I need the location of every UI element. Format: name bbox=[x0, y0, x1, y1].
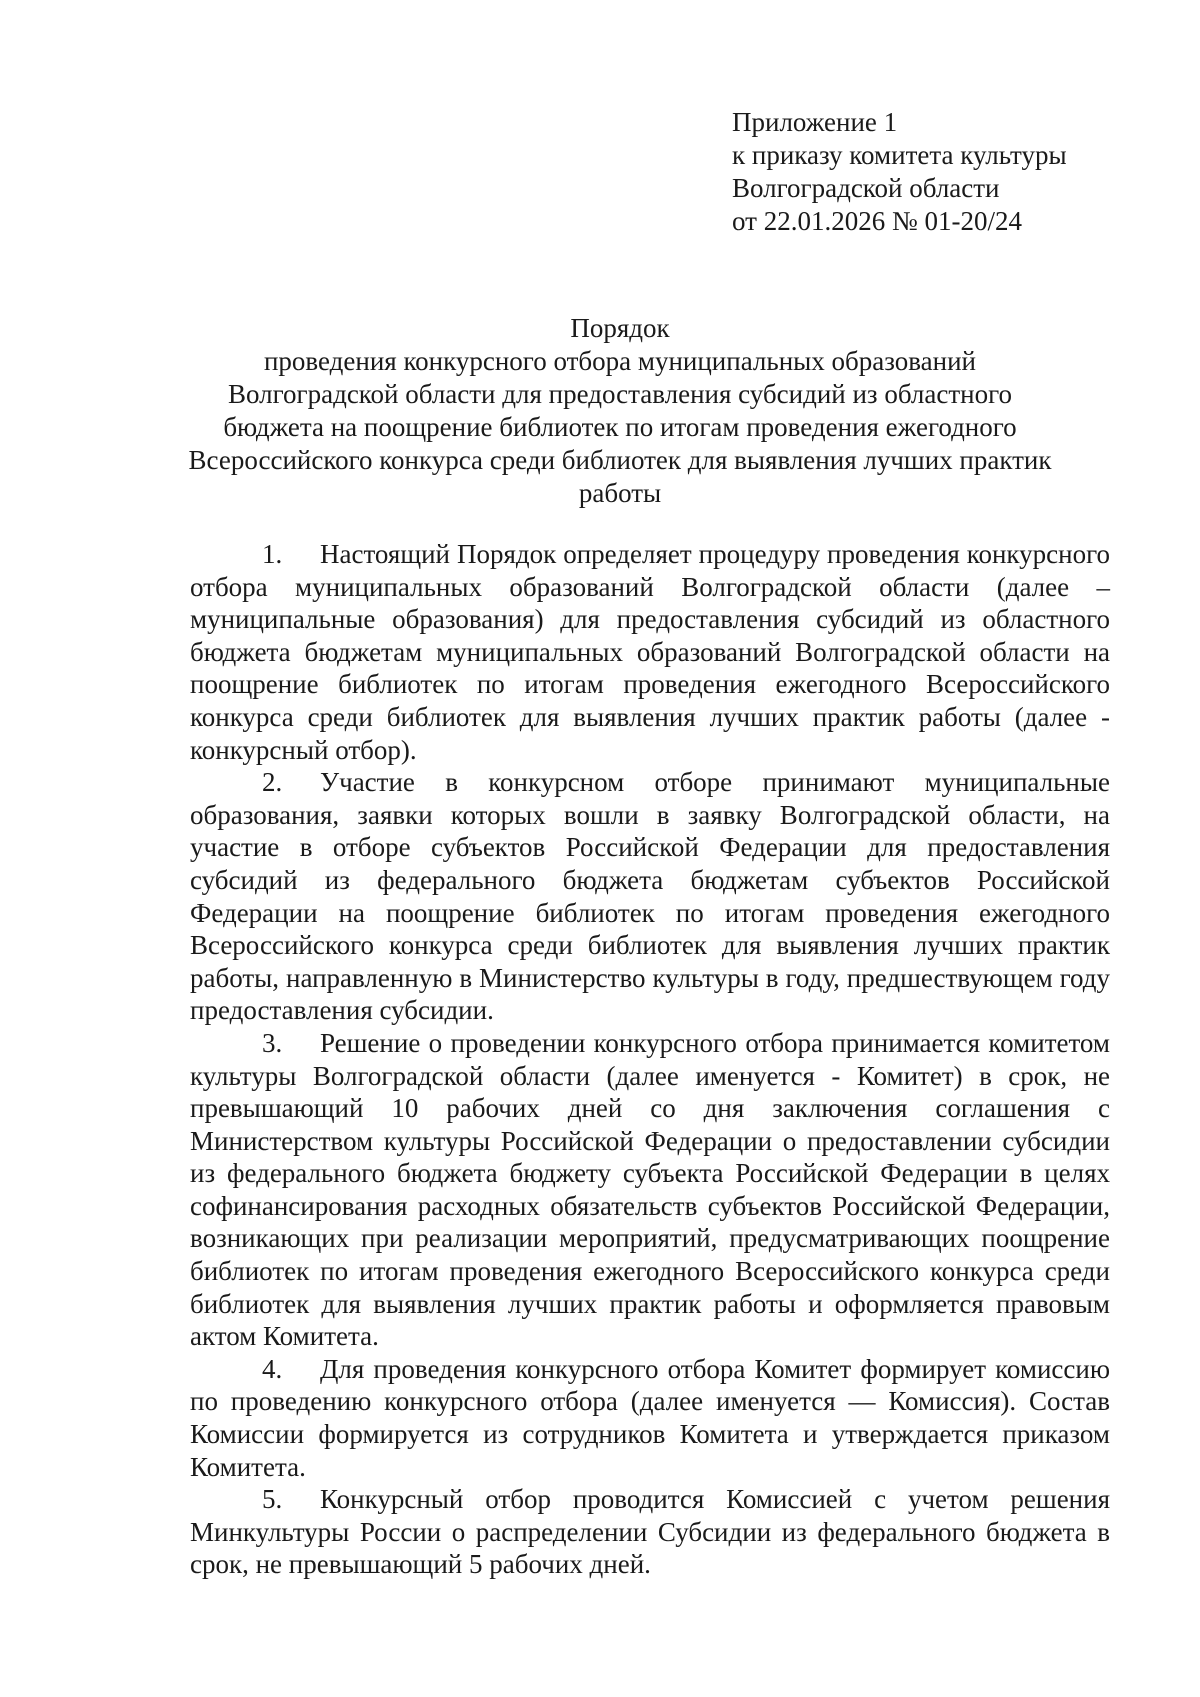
paragraph-number: 4. bbox=[262, 1353, 283, 1384]
paragraph-3 bbox=[190, 1027, 1110, 1353]
paragraph-1 bbox=[190, 538, 1110, 766]
appendix-line-2: к приказу комитета культуры bbox=[732, 140, 1067, 170]
paragraph-5 bbox=[190, 1483, 1110, 1581]
paragraph-number: 2. bbox=[262, 767, 283, 798]
paragraph-2 bbox=[190, 766, 1110, 1027]
appendix-block bbox=[732, 106, 1067, 238]
document-title bbox=[180, 312, 1060, 510]
paragraph-number: 1. bbox=[262, 539, 283, 569]
paragraph-text: Настоящий Порядок определяет процедуру проведения конкурсного отбора муниципальных образований Волгоградской области (далее – муниципальные образования) для предоставления субсидий из областного бюджета бюджетам муниципальных образований Волгоградской области на поощрение библиотек по итогам проведения ежегодного Всероссийского конкурса среди библиотек для выявления лучших практик работы (далее - конкурсный отбор). bbox=[190, 539, 1110, 765]
appendix-line-1: Приложение 1 bbox=[732, 107, 898, 137]
appendix-line-3: Волгоградской области bbox=[732, 173, 1000, 203]
title-heading: Порядок bbox=[570, 313, 670, 343]
paragraph-text: Конкурсный отбор проводится Комиссией с учетом решения Минкультуры России о распределении Субсидии из федерального бюджета в срок, не превышающий 5 рабочих дней. bbox=[190, 1484, 1110, 1580]
paragraph-4 bbox=[190, 1353, 1110, 1483]
appendix-line-4: от 22.01.2026 № 01-20/24 bbox=[732, 206, 1022, 236]
paragraph-number: 3. bbox=[262, 1027, 283, 1058]
title-subtitle: проведения конкурсного отбора муниципальных образований Волгоградской области для предоставления субсидий из областного бюджета на поощрение библиотек по итогам проведения ежегодного Всероссийского конкурса среди библиотек для выявления лучших практик работы bbox=[188, 346, 1052, 508]
paragraph-text: Участие в конкурсном отборе принимают муниципальные образования, заявки которых вошли в заявку Волгоградской области, на участие в отборе субъектов Российской Федерации для предоставления субсидий из федерального бюджета бюджетам субъектов Российской Федерации на поощрение библиотек по итогам проведения ежегодного Всероссийского конкурса среди библиотек для выявления лучших практик работы, направленную в Министерство культуры в году, предшествующем году предоставления субсидии. bbox=[190, 767, 1110, 1026]
paragraph-text: Для проведения конкурсного отбора Комитет формирует комиссию по проведению конкурсного отбора (далее именуется — Комиссия). Состав Комиссии формируется из сотрудников Комитета и утверждается приказом Комитета. bbox=[190, 1353, 1110, 1482]
paragraph-number: 5. bbox=[262, 1484, 283, 1515]
document-body bbox=[190, 538, 1110, 1581]
paragraph-text: Решение о проведении конкурсного отбора принимается комитетом культуры Волгоградской области (далее именуется - Комитет) в срок, не превышающий 10 рабочих дней со дня заключения соглашения с Министерством культуры Российской Федерации о предоставлении субсидии из федерального бюджета бюджету субъекта Российской Федерации в целях софинансирования расходных обязательств субъектов Российской Федерации, возникающих при реализации мероприятий, предусматривающих поощрение библиотек по итогам проведения ежегодного Всероссийского конкурса среди библиотек для выявления лучших практик работы и оформляется правовым актом Комитета. bbox=[190, 1027, 1110, 1352]
